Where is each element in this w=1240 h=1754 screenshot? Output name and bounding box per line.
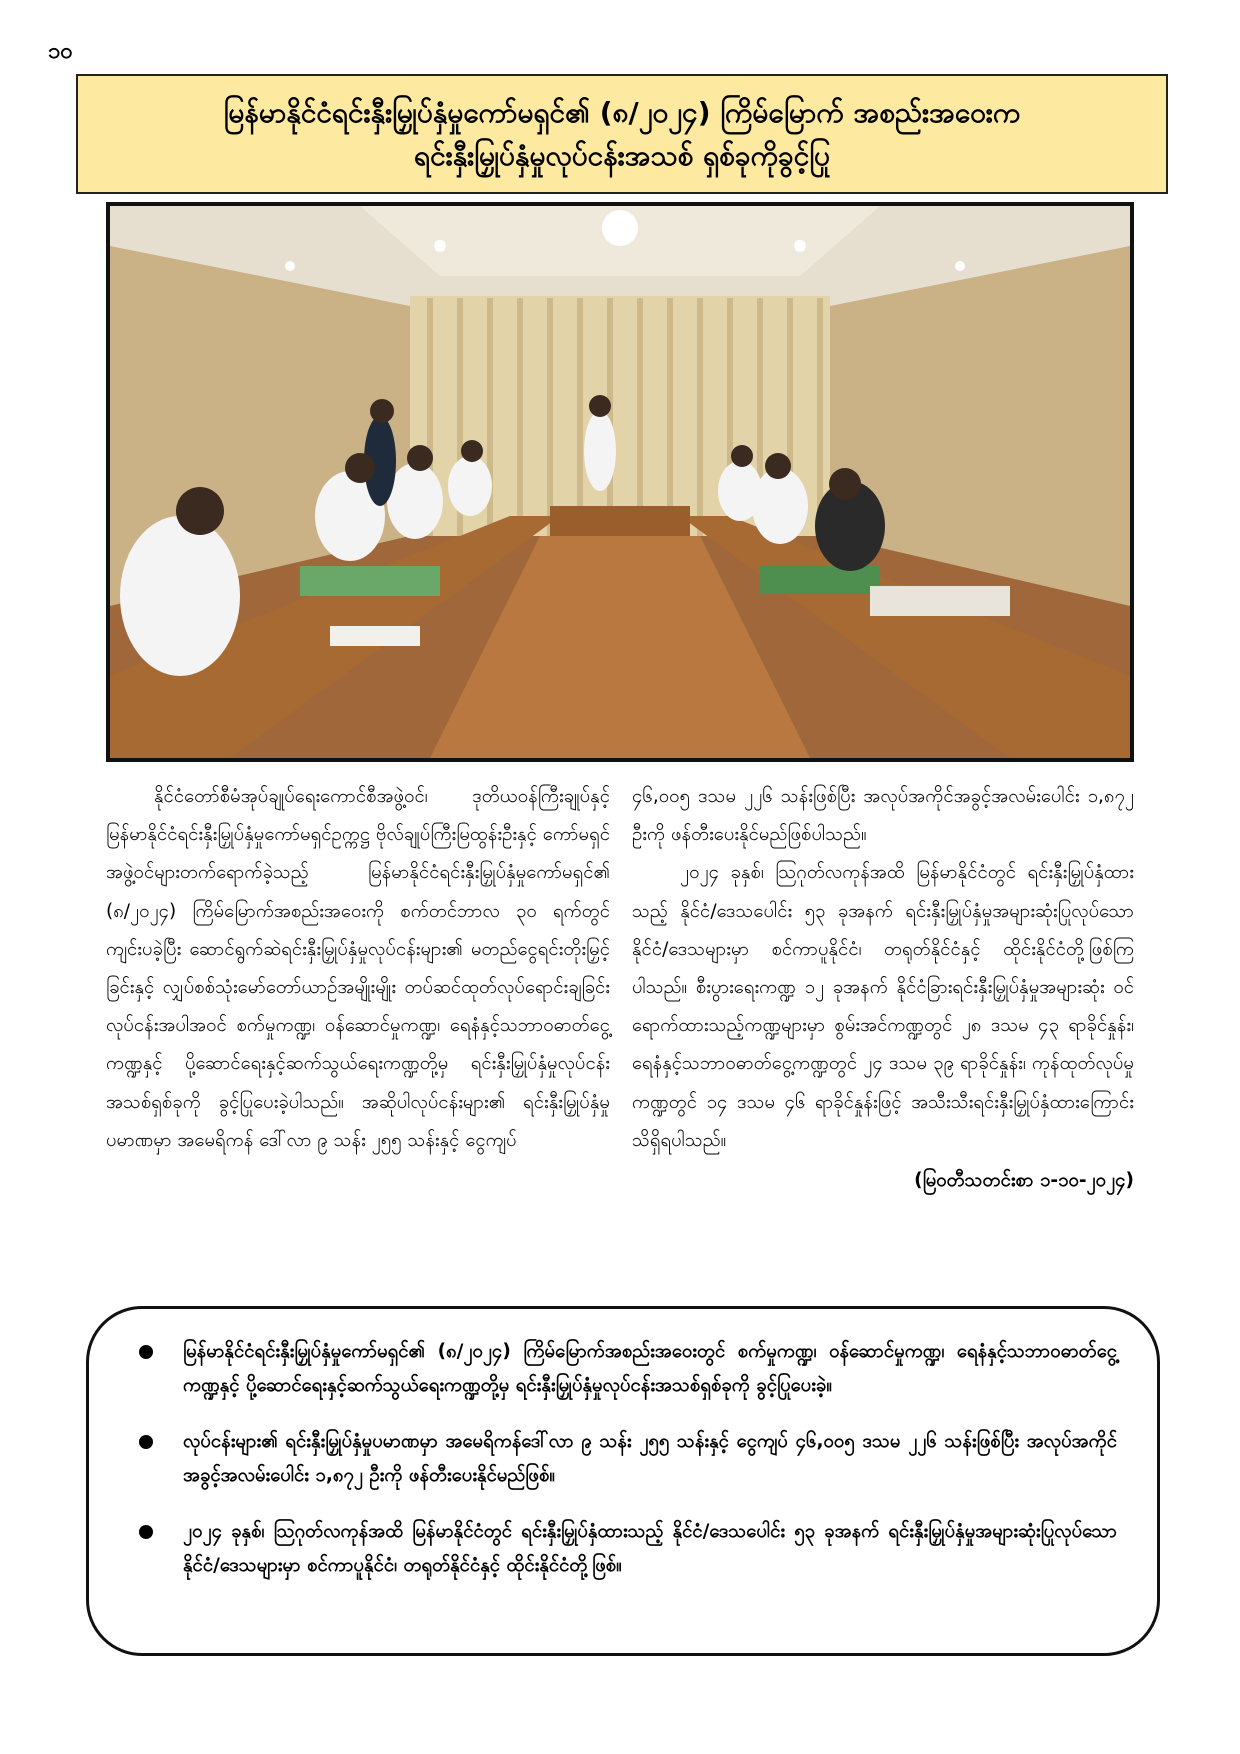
summary-box [86,1306,1160,1656]
summary-item-text: ၂၀၂၄ ခုနှစ်၊ ဩဂုတ်လကုန်အထိ မြန်မာနိုင်ငံတွင် ရင်းနှီးမြှုပ်နှံထားသည့် နိုင်ငံ/ဒေသပေါင်း ၅၃ ခုအနက် ရင်းနှီးမြှုပ်နှံမှုအများဆုံးပြုလုပ်သော နိုင်ငံ/ဒေသများမှာ စင်ကာပူနိုင်ငံ၊ တရုတ်နိုင်ငံနှင့် ထိုင်းနိုင်ငံတို့ဖြစ်။ [183,1521,1117,1576]
bullet-icon [139,1435,153,1449]
article-paragraph-1: နိုင်ငံတော်စီမံအုပ်ချုပ်ရေးကောင်စီအဖွဲ့ဝင်၊ ဒုတိယဝန်ကြီးချုပ်နှင့် မြန်မာနိုင်ငံရင်းနှီးမြှုပ်နှံမှုကော်မရှင်ဥက္ကဋ္ဌ ဗိုလ်ချုပ်ကြီးမြထွန်းဦးနှင့် ကော်မရှင်အဖွဲ့ဝင်များတက်ရောက်ခဲ့သည့် မြန်မာနိုင်ငံရင်းနှီးမြှုပ်နှံမှုကော်မရှင်၏ (၈/၂၀၂၄) ကြိမ်မြောက်အစည်းအဝေးကို စက်တင်ဘာလ ၃၀ ရက်တွင် ကျင်းပခဲ့ပြီး ဆောင်ရွက်ဆဲရင်းနှီးမြှုပ်နှံမှုလုပ်ငန်းများ၏ မတည်ငွေရင်းတိုးမြှင့်ခြင်းနှင့် လျှပ်စစ်သုံးမော်တော်ယာဉ်အမျိုးမျိုး တပ်ဆင်ထုတ်လုပ်ရောင်းချခြင်းလုပ်ငန်းအပါအဝင် စက်မှုကဏ္ဍ၊ ဝန်ဆောင်မှုကဏ္ဍ၊ ရေနံနှင့်သဘာဝဓာတ်ငွေ့ကဏ္ဍနှင့် ပို့ဆောင်ရေးနှင့်ဆက်သွယ်ရေးကဏ္ဍတို့မှ ရင်းနှီးမြှုပ်နှံမှုလုပ်ငန်းအသစ်ရှစ်ခုကို ခွင့်ပြုပေးခဲ့ပါသည်။ အဆိုပါလုပ်ငန်းများ၏ ရင်းနှီးမြှုပ်နှံမှုပမာဏမှာ အမေရိကန် ဒေါ်လာ ၉ သန်း ၂၅၅ သန်းနှင့် ငွေကျပ် [106,786,610,1151]
headline-line-1: မြန်မာနိုင်ငံရင်းနှီးမြှုပ်နှံမှုကော်မရှင်၏ (၈/၂၀၂၄) ကြိမ်မြောက် အစည်းအဝေးက [223,95,1021,129]
photo-illustration [110,206,1130,758]
meeting-room-photo [106,202,1134,762]
headline-line-2: ရင်းနှီးမြှုပ်နှံမှုလုပ်ငန်းအသစ် ရှစ်ခုကိုခွင့်ပြု [414,139,830,172]
summary-item [139,1425,1117,1493]
article-paragraph-1-continued: ၄၆,၀၀၅ ဒသမ ၂၂၆ သန်းဖြစ်ပြီး အလုပ်အကိုင်အခွင့်အလမ်းပေါင်း ၁,၈၇၂ ဦးကို ဖန်တီးပေးနိုင်မည်ဖြစ်ပါသည်။ [632,786,1134,846]
summary-list [139,1335,1117,1583]
bullet-icon [139,1345,153,1359]
summary-item-text: မြန်မာနိုင်ငံရင်းနှီးမြှုပ်နှံမှုကော်မရှင်၏ (၈/၂၀၂၄) ကြိမ်မြောက်အစည်းအဝေးတွင် စက်မှုကဏ္ဍ၊ ဝန်ဆောင်မှုကဏ္ဍ၊ ရေနံနှင့်သဘာဝဓာတ်ငွေ့ကဏ္ဍနှင့် ပို့ဆောင်ရေးနှင့်ဆက်သွယ်ရေးကဏ္ဍတို့မှ ရင်းနှီးမြှုပ်နှံမှုလုပ်ငန်းအသစ်ရှစ်ခုကို ခွင့်ပြုပေးခဲ့။ [183,1341,1117,1396]
article-paragraph-2: ၂၀၂၄ ခုနှစ်၊ ဩဂုတ်လကုန်အထိ မြန်မာနိုင်ငံတွင် ရင်းနှီးမြှုပ်နှံထားသည့် နိုင်ငံ/ဒေသပေါင်း ၅၃ ခုအနက် ရင်းနှီးမြှုပ်နှံမှုအများဆုံးပြုလုပ်သော နိုင်ငံ/ဒေသများမှာ စင်ကာပူနိုင်ငံ၊ တရုတ်နိုင်ငံနှင့် ထိုင်းနိုင်ငံတို့ဖြစ်ကြပါသည်။ စီးပွားရေးကဏ္ဍ ၁၂ ခုအနက် နိုင်ငံခြားရင်းနှီးမြှုပ်နှံမှုအများဆုံး ဝင်ရောက်ထားသည့်ကဏ္ဍများမှာ စွမ်းအင်ကဏ္ဍတွင် ၂၈ ဒသမ ၄၃ ရာခိုင်နှုန်း၊ ရေနံနှင့်သဘာဝဓာတ်ငွေ့ကဏ္ဍတွင် ၂၄ ဒသမ ၃၉ ရာခိုင်နှုန်း၊ ကုန်ထုတ်လုပ်မှုကဏ္ဍတွင် ၁၄ ဒသမ ၄၆ ရာခိုင်နှုန်းဖြင့် အသီးသီးရင်းနှီးမြှုပ်နှံထားကြောင်း သိရှိရပါသည်။ [632,862,1134,1151]
summary-item [139,1515,1117,1583]
article-right-column [632,778,1134,1200]
article-source: (မြဝတီသတင်းစာ ၁-၁၀-၂၀၂၄) [914,1170,1134,1192]
summary-item [139,1335,1117,1403]
article-left-column [106,778,610,1160]
headline-box [76,74,1168,194]
page-number: ၁၀ [48,39,73,64]
summary-item-text: လုပ်ငန်းများ၏ ရင်းနှီးမြှုပ်နှံမှုပမာဏမှာ အမေရိကန်ဒေါ်လာ ၉ သန်း ၂၅၅ သန်းနှင့် ငွေကျပ် ၄၆,၀၀၅ ဒသမ ၂၂၆ သန်းဖြစ်ပြီး အလုပ်အကိုင်အခွင့်အလမ်းပေါင်း ၁,၈၇၂ ဦးကို ဖန်တီးပေးနိုင်မည်ဖြစ်။ [183,1431,1117,1486]
bullet-icon [139,1525,153,1539]
